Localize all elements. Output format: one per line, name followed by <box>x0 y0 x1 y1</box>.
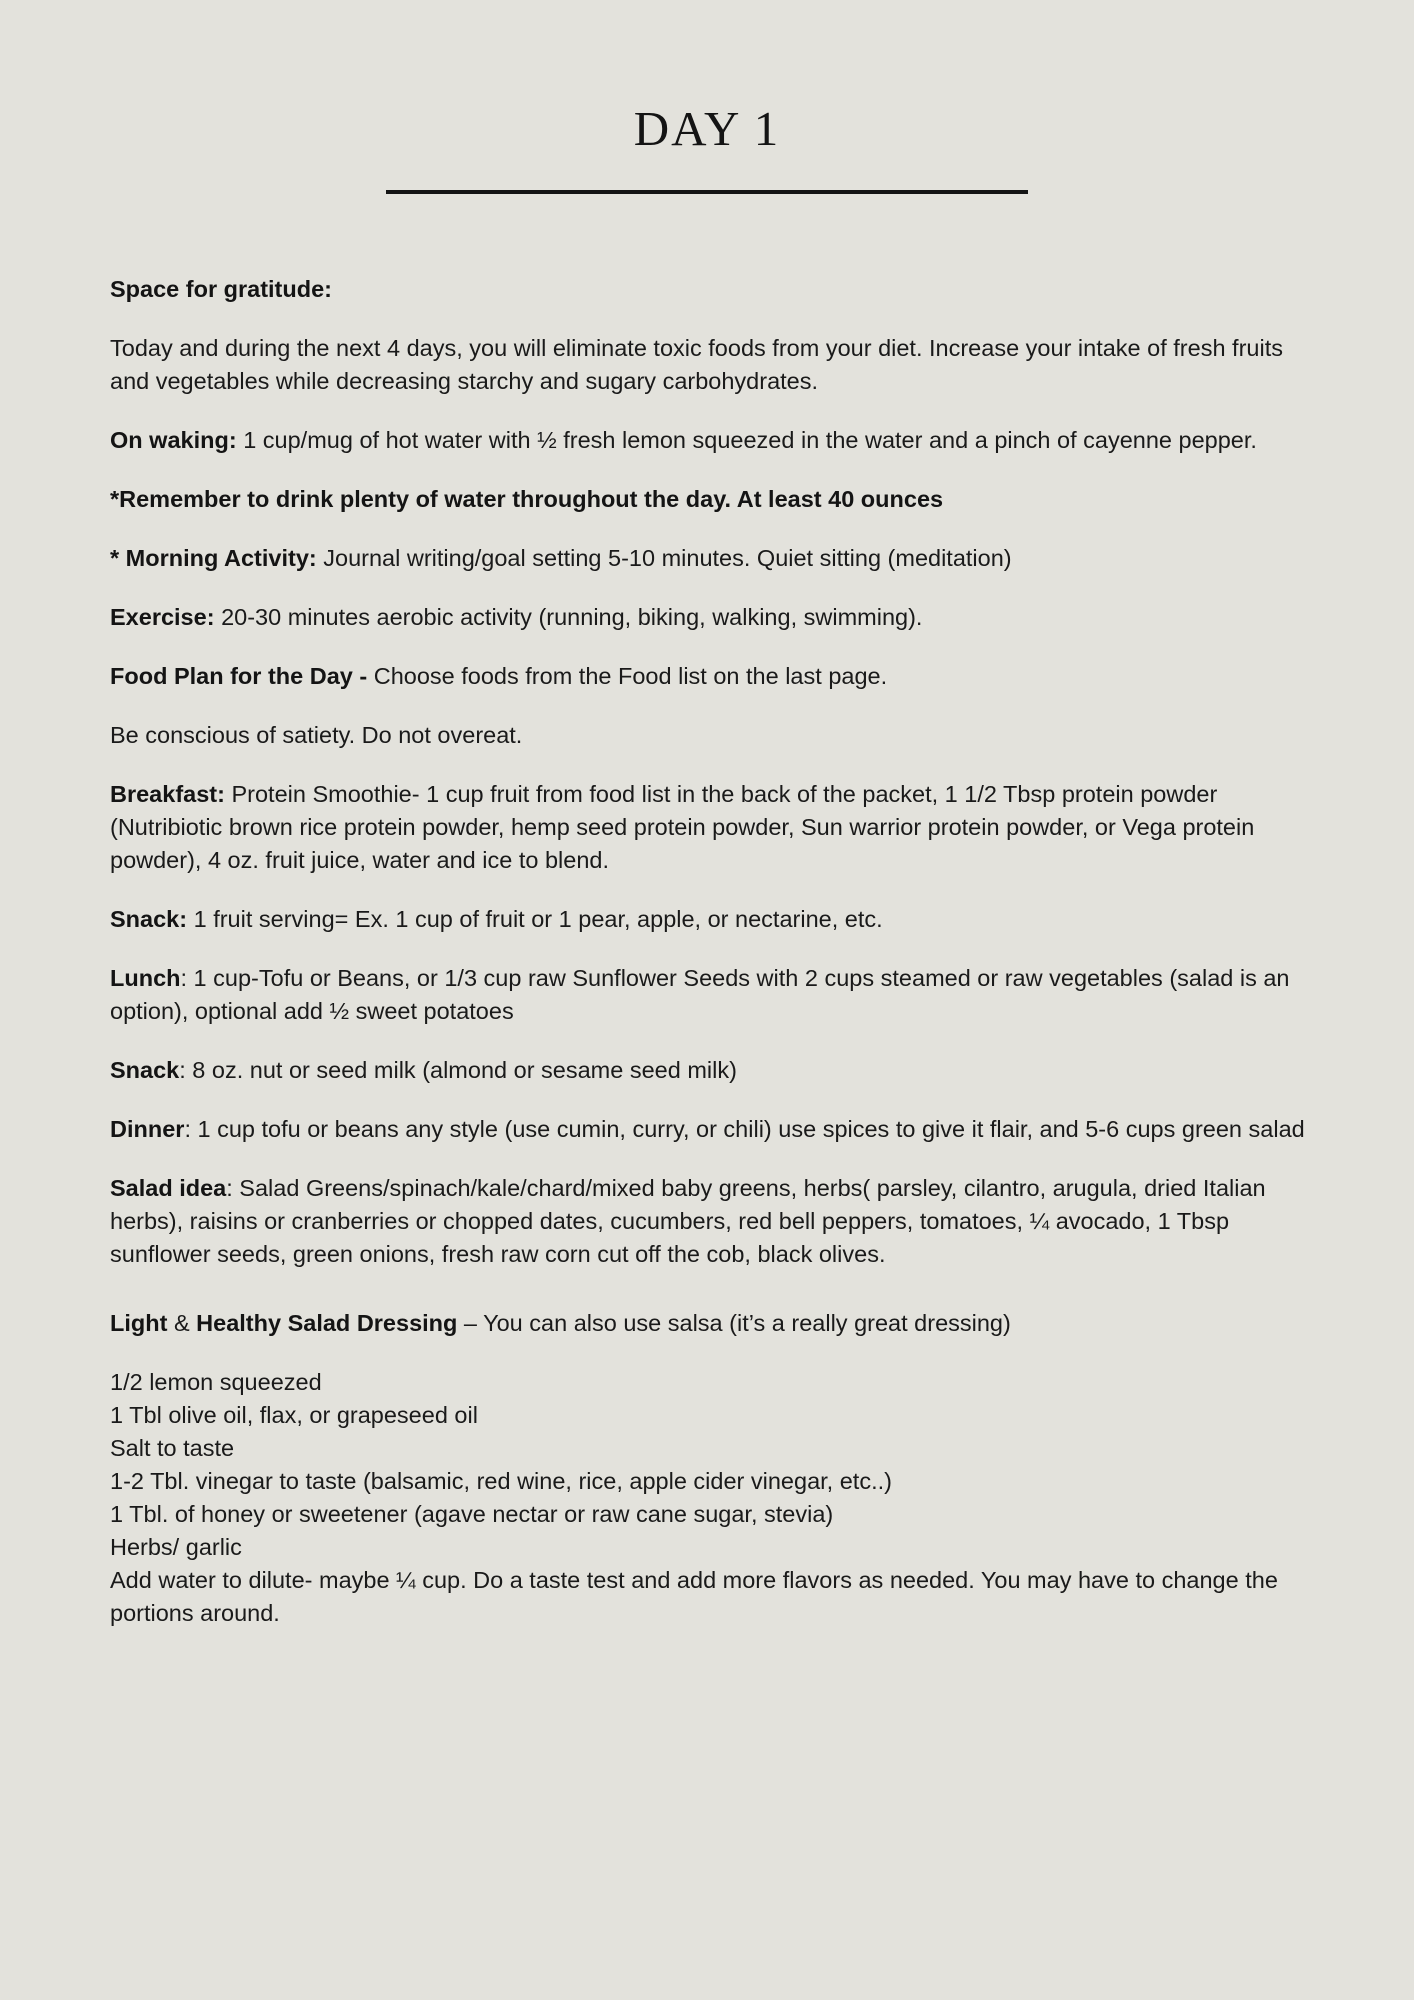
bold-label: Food Plan for the Day - <box>110 663 374 689</box>
body-text: Add water to dilute- maybe ¼ cup. Do a taste test and add more flavors as needed. You may have to change the portions around. <box>110 1567 1278 1626</box>
bold-label: Lunch <box>110 965 181 991</box>
paragraph-snack-afternoon <box>110 1054 1306 1087</box>
body-text: Salt to taste <box>110 1435 235 1461</box>
paragraph-lunch <box>110 962 1306 1028</box>
body-text: : Salad Greens/spinach/kale/chard/mixed baby greens, herbs( parsley, cilantro, arugula, dried Italian herbs), raisins or cranberries or chopped dates, cucumbers, red bell peppers, tomatoes, ¼ avocado, 1 Tbsp sunflower seeds, green onions, fresh raw corn cut off the cob, black olives. <box>110 1175 1266 1267</box>
body-text: 1-2 Tbl. vinegar to taste (balsamic, red wine, rice, apple cider vinegar, etc..) <box>110 1468 892 1494</box>
paragraph-dressing-ingredient-lemon <box>110 1366 1306 1399</box>
body-text: : 1 cup tofu or beans any style (use cumin, curry, or chili) use spices to give it flair, and 5-6 cups green salad <box>184 1116 1305 1142</box>
title-divider <box>386 190 1028 194</box>
paragraph-salad-idea <box>110 1172 1306 1271</box>
paragraph-dressing-ingredient-oil <box>110 1399 1306 1432</box>
paragraph-dressing-ingredient-salt <box>110 1432 1306 1465</box>
paragraph-dressing-ingredient-sweetener <box>110 1498 1306 1531</box>
paragraph-dinner <box>110 1113 1306 1146</box>
body-text: 1 Tbl olive oil, flax, or grapeseed oil <box>110 1402 478 1428</box>
body-text: Today and during the next 4 days, you will eliminate toxic foods from your diet. Increase your intake of fresh fruits and vegetables while decreasing starchy and sugary carbohydrates. <box>110 335 1283 394</box>
body-text: Herbs/ garlic <box>110 1534 242 1560</box>
bold-label: *Remember to drink plenty of water throughout the day. At least 40 ounces <box>110 486 944 512</box>
bold-label: Salad idea <box>110 1175 227 1201</box>
body-text: Protein Smoothie- 1 cup fruit from food list in the back of the packet, 1 1/2 Tbsp protein powder (Nutribiotic brown rice protein powder, hemp seed protein powder, Sun warrior protein powder, or Vega protein powder), 4 oz. fruit juice, water and ice to blend. <box>110 781 1255 873</box>
paragraph-satiety-note <box>110 719 1306 752</box>
paragraph-dressing-ingredient-herbs <box>110 1531 1306 1564</box>
body-text: 20-30 minutes aerobic activity (running, biking, walking, swimming). <box>221 604 923 630</box>
body-text: Be conscious of satiety. Do not overeat. <box>110 722 523 748</box>
bold-label: Snack: <box>110 906 194 932</box>
paragraph-dressing-instructions <box>110 1564 1306 1630</box>
body-text: 1/2 lemon squeezed <box>110 1369 322 1395</box>
bold-label: * Morning Activity: <box>110 545 324 571</box>
body-text: Choose foods from the Food list on the last page. <box>373 663 888 689</box>
bold-label: Light <box>110 1310 174 1336</box>
paragraph-exercise <box>110 601 1306 634</box>
document-body <box>0 273 1414 1630</box>
body-text: 1 cup/mug of hot water with ½ fresh lemon squeezed in the water and a pinch of cayenne pepper. <box>243 427 1257 453</box>
bold-label: On waking: <box>110 427 244 453</box>
bold-label: Exercise: <box>110 604 222 630</box>
paragraph-on-waking <box>110 424 1306 457</box>
paragraph-food-plan <box>110 660 1306 693</box>
body-text: – You can also use salsa (it’s a really great dressing) <box>463 1310 1011 1336</box>
bold-label: Space for gratitude: <box>110 276 332 302</box>
paragraph-breakfast <box>110 778 1306 877</box>
paragraph-morning-activity <box>110 542 1306 575</box>
body-text: 1 Tbl. of honey or sweetener (agave nectar or raw cane sugar, stevia) <box>110 1501 834 1527</box>
body-text: Journal writing/goal setting 5-10 minutes. Quiet sitting (meditation) <box>323 545 1012 571</box>
body-text: 1 fruit serving= Ex. 1 cup of fruit or 1 pear, apple, or nectarine, etc. <box>193 906 883 932</box>
bold-label: Dinner <box>110 1116 185 1142</box>
paragraph-dressing-heading <box>110 1307 1306 1340</box>
page-title: DAY 1 <box>633 101 781 156</box>
body-text: : 1 cup-Tofu or Beans, or 1/3 cup raw Sunflower Seeds with 2 cups steamed or raw vegetables (salad is an option), optional add ½ sweet potatoes <box>110 965 1290 1024</box>
paragraph-intro <box>110 332 1306 398</box>
body-text: : 8 oz. nut or seed milk (almond or sesame seed milk) <box>179 1057 737 1083</box>
paragraph-snack-morning <box>110 903 1306 936</box>
paragraph-water-reminder <box>110 483 1306 516</box>
bold-label: Breakfast: <box>110 781 232 807</box>
bold-label: Snack <box>110 1057 180 1083</box>
paragraph-space-for-gratitude <box>110 273 1306 306</box>
bold-label: Healthy Salad Dressing <box>196 1310 464 1336</box>
paragraph-dressing-ingredient-vinegar <box>110 1465 1306 1498</box>
body-text: & <box>173 1310 197 1336</box>
